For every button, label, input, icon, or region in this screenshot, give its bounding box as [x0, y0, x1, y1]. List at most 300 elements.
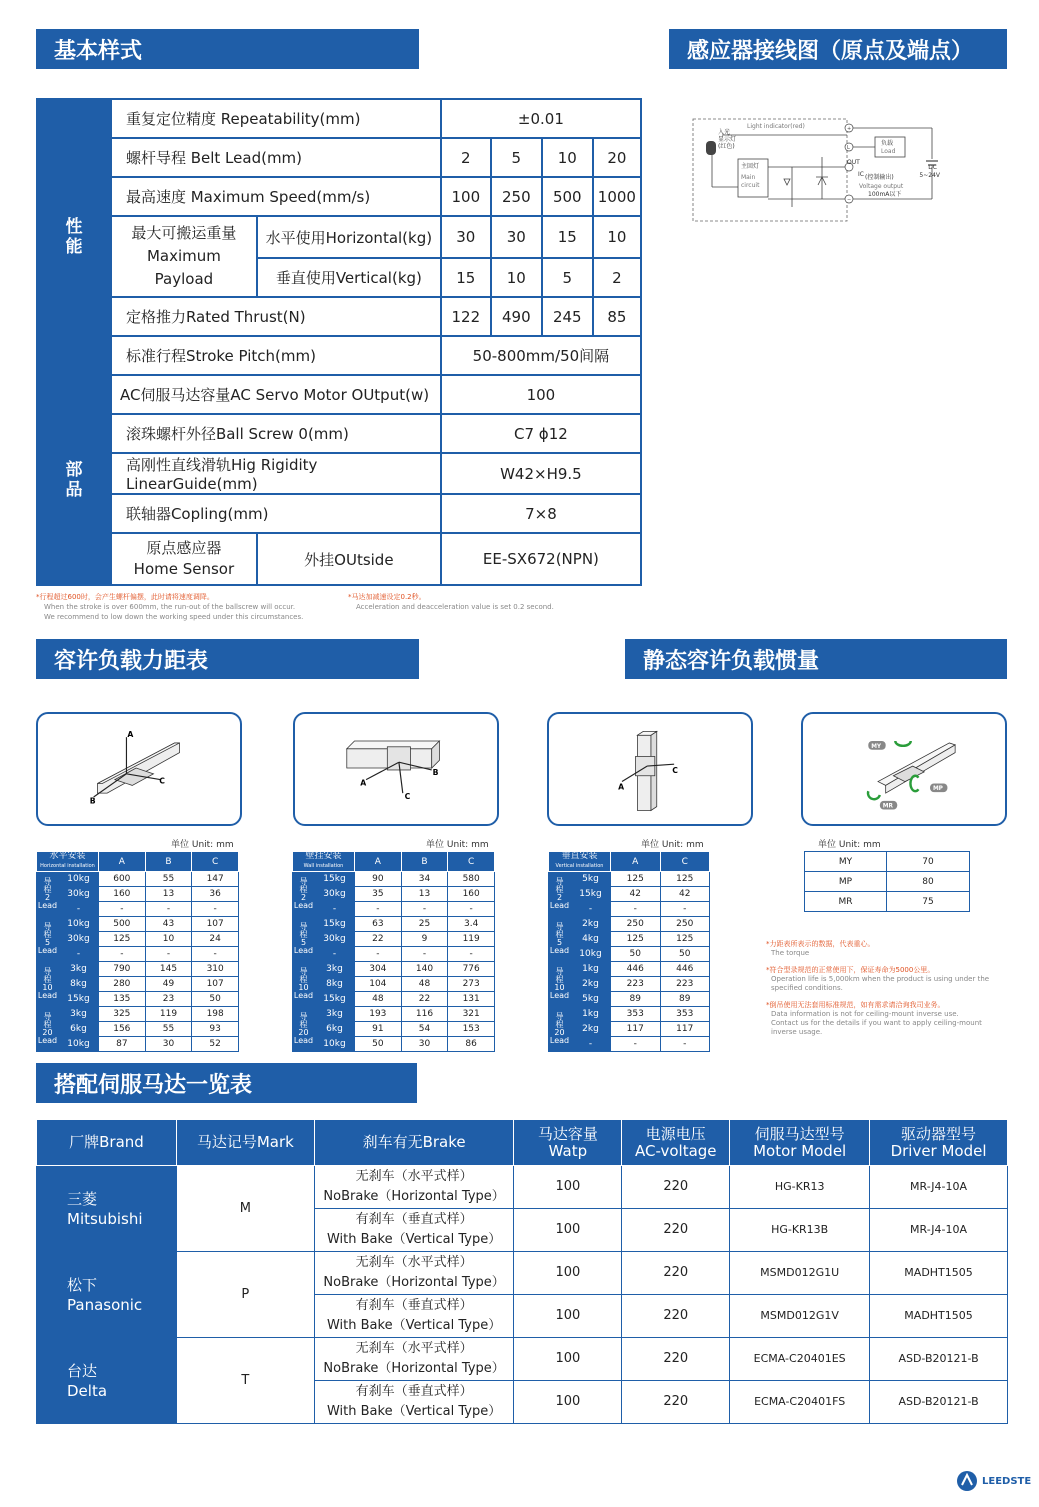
value-cell: 107 [192, 917, 239, 932]
lead-group: 导 程 2 Lead [549, 872, 571, 917]
lead-group: 导 程 10 Lead [549, 962, 571, 1007]
vertical-value: 5 [542, 258, 593, 297]
svg-text:circuit: circuit [741, 182, 760, 189]
value-cell: 310 [192, 962, 239, 977]
motor-output-label: AC伺服马达容量AC Servo Motor OUtput(w) [111, 375, 441, 414]
stroke-note-en2: We recommend to low down the working speed under this circumstances. [44, 613, 304, 621]
value-cell: - [401, 902, 448, 917]
value-cell: - [145, 902, 192, 917]
lead-group: 导 程 10 Lead [37, 962, 59, 1007]
table-row [293, 932, 495, 947]
value-cell: 600 [99, 872, 146, 887]
stroke-note-en1: When the stroke is over 600mm, the run-out of the ballscrew will occur. [44, 603, 296, 611]
accel-note [348, 592, 628, 612]
home-sensor-value: EE-SX672(NPN) [441, 533, 641, 585]
weight-cell: 10kg [59, 872, 99, 887]
weight-cell: 10kg [59, 917, 99, 932]
install-title [37, 852, 99, 872]
table-row [37, 977, 239, 992]
weight-cell: 8kg [315, 977, 355, 992]
value-cell: 117 [660, 1022, 710, 1037]
svg-text:(红色): (红色) [718, 143, 735, 150]
stroke-label: 标准行程Stroke Pitch(mm) [111, 336, 441, 375]
table-row [293, 872, 495, 887]
svg-text:C: C [672, 765, 678, 775]
lead-value: 2 [441, 138, 491, 177]
value-cell: 22 [401, 992, 448, 1007]
weight-cell: 5kg [571, 872, 611, 887]
table-row [549, 1037, 710, 1052]
remark-ceiling-en3: inverse usage. [771, 1028, 823, 1036]
repeatability-value: ±0.01 [441, 99, 641, 138]
value-cell: - [145, 947, 192, 962]
svg-text:MY: MY [871, 743, 882, 750]
value-cell: 153 [448, 1022, 495, 1037]
vertical-install-diagram [547, 712, 753, 826]
weight-cell: - [315, 902, 355, 917]
category-parts: 部 品 [37, 375, 111, 585]
table-row [37, 992, 239, 1007]
value-cell: 36 [192, 887, 239, 902]
svg-text:DC: DC [928, 164, 937, 171]
value-cell: 580 [448, 872, 495, 887]
watt-cell: 100 [514, 1295, 622, 1338]
driver-model-cell: ASD-B20121-B [870, 1338, 1008, 1381]
value-cell: 104 [355, 977, 402, 992]
watt-cell: 100 [514, 1338, 622, 1381]
value-cell: 52 [192, 1037, 239, 1052]
weight-cell: 3kg [59, 1007, 99, 1022]
weight-cell: 30kg [59, 932, 99, 947]
lead-group: 导 程 5 Lead [549, 917, 571, 962]
lead-value: 5 [491, 138, 542, 177]
svg-text:L: L [847, 145, 850, 151]
static-moment-table [804, 851, 970, 912]
voltage-cell: 220 [622, 1166, 730, 1209]
vertical-moment-table [548, 851, 710, 1052]
weight-cell: 6kg [315, 1022, 355, 1037]
brand-cell: 三菱 Mitsubishi [37, 1166, 177, 1252]
motor-column-header: 电源电压 AC-voltage [622, 1120, 730, 1166]
weight-cell: 5kg [571, 992, 611, 1007]
value-cell: 446 [660, 962, 710, 977]
voltage-cell: 220 [622, 1252, 730, 1295]
value-cell: - [611, 1037, 661, 1052]
accel-note-cn: *马达加减速设定0.2秒。 [348, 593, 426, 601]
watt-cell: 100 [514, 1166, 622, 1209]
column-header: A [355, 852, 402, 872]
coupling-label: 联轴器Copling(mm) [111, 494, 441, 533]
value-cell: 119 [448, 932, 495, 947]
value-cell: 160 [99, 887, 146, 902]
weight-cell: 15kg [315, 992, 355, 1007]
value-cell: 223 [660, 977, 710, 992]
unit-label: 单位 Unit: mm [818, 840, 881, 850]
weight-cell: 15kg [315, 872, 355, 887]
motor-column-header: 厂牌Brand [37, 1120, 177, 1166]
brake-cell: 有刹车（垂直式样） With Bake（Vertical Type） [314, 1295, 514, 1338]
lead-group: 导 程 5 Lead [293, 917, 315, 962]
stroke-value: 50-800mm/50间隔 [441, 336, 641, 375]
value-cell: 48 [401, 977, 448, 992]
svg-text:B: B [89, 796, 96, 806]
horizontal-value: 30 [441, 216, 491, 258]
driver-model-cell: MR-J4-10A [870, 1166, 1008, 1209]
weight-cell: 15kg [315, 917, 355, 932]
table-row [293, 947, 495, 962]
home-sensor-type: 外挂OUtside [257, 533, 441, 585]
repeatability-label: 重复定位精度 Repeatability(mm) [111, 99, 441, 138]
stroke-note [36, 592, 346, 622]
weight-cell: 30kg [59, 887, 99, 902]
motor-model-cell: MSMD012G1U [730, 1252, 870, 1295]
value-cell: 42 [660, 887, 710, 902]
value-cell: 776 [448, 962, 495, 977]
value-cell: 119 [145, 1007, 192, 1022]
remark-life-en2: specified conditions. [771, 984, 843, 992]
weight-cell: 30kg [315, 887, 355, 902]
wall-moment-table [292, 851, 495, 1052]
svg-text:−: − [847, 197, 852, 203]
remark-torque-en: The torque [771, 949, 810, 957]
weight-cell: 15kg [59, 992, 99, 1007]
moment-name: MR [805, 892, 887, 912]
moment-name: MP [805, 872, 887, 892]
value-cell: 54 [401, 1022, 448, 1037]
svg-text:A: A [618, 782, 625, 792]
motor-model-cell: ECMA-C20401FS [730, 1381, 870, 1424]
column-header: A [99, 852, 146, 872]
voltage-cell: 220 [622, 1338, 730, 1381]
brake-cell: 无刹车（水平式样） NoBrake（Horizontal Type） [314, 1252, 514, 1295]
sensor-wiring-header: 感应器接线图（原点及端点） [669, 29, 1007, 69]
remark-life-cn: *符合型录规范的正常使用下，保证寿命为5000公里。 [766, 966, 935, 974]
category-performance: 性 能 [37, 99, 111, 375]
svg-text:C: C [404, 791, 411, 801]
value-cell: 30 [401, 1037, 448, 1052]
table-row [293, 902, 495, 917]
table-row [293, 887, 495, 902]
horizontal-install-diagram [36, 712, 242, 826]
weight-cell: 3kg [59, 962, 99, 977]
table-row [549, 872, 710, 887]
watt-cell: 100 [514, 1209, 622, 1252]
basic-spec-table [36, 98, 642, 586]
value-cell: 131 [448, 992, 495, 1007]
stroke-note-cn: *行程超过600时，会产生螺杆偏摆，此时请将速度调降。 [36, 593, 214, 601]
value-cell: - [192, 902, 239, 917]
value-cell: 250 [660, 917, 710, 932]
value-cell: 273 [448, 977, 495, 992]
value-cell: 10 [145, 932, 192, 947]
table-row [37, 1022, 239, 1037]
lead-group: 导 程 5 Lead [37, 917, 59, 962]
thrust-label: 定格推力Rated Thrust(N) [111, 297, 441, 336]
accel-note-en: Acceleration and deacceleration value is set 0.2 second. [356, 603, 554, 611]
light-indicator-label: Light indicator(red) [747, 123, 805, 130]
value-cell: 250 [611, 917, 661, 932]
table-row [37, 1037, 239, 1052]
moment-value: 70 [887, 852, 970, 872]
value-cell: 193 [355, 1007, 402, 1022]
install-title [293, 852, 355, 872]
linear-guide-label: 高刚性直线滑轨Hig Rigidity LinearGuide(mm) [111, 453, 441, 494]
lead-group: 导 程 10 Lead [293, 962, 315, 1007]
value-cell: 280 [99, 977, 146, 992]
static-inertia-header: 静态容许负载惯量 [625, 639, 1007, 679]
allowable-moment-header: 容许负载力距表 [36, 639, 419, 679]
weight-cell: - [59, 947, 99, 962]
basic-spec-header: 基本样式 [36, 29, 419, 69]
motor-model-cell: HG-KR13 [730, 1166, 870, 1209]
value-cell: 23 [145, 992, 192, 1007]
svg-text:主回灯: 主回灯 [741, 163, 760, 170]
motor-model-cell: HG-KR13B [730, 1209, 870, 1252]
value-cell: 160 [448, 887, 495, 902]
vertical-value: 2 [593, 258, 641, 297]
wall-install-diagram [293, 712, 499, 826]
motor-model-cell: ECMA-C20401ES [730, 1338, 870, 1381]
column-header: A [611, 852, 661, 872]
motor-column-header: 马达容量 Watp [514, 1120, 622, 1166]
speed-label: 最高速度 Maximum Speed(mm/s) [111, 177, 441, 216]
weight-cell: 3kg [315, 1007, 355, 1022]
table-row [37, 872, 239, 887]
weight-cell: 10kg [59, 1037, 99, 1052]
leedste-logo [956, 1468, 1031, 1494]
moment-diagram [801, 712, 1007, 826]
svg-text:MR: MR [882, 803, 893, 810]
brake-cell: 无刹车（水平式样） NoBrake（Horizontal Type） [314, 1338, 514, 1381]
svg-text:显示灯: 显示灯 [718, 136, 737, 143]
table-row [549, 917, 710, 932]
value-cell: 50 [611, 947, 661, 962]
weight-cell: 2kg [571, 1022, 611, 1037]
weight-cell: 15kg [571, 887, 611, 902]
value-cell: 125 [99, 932, 146, 947]
table-row [293, 962, 495, 977]
weight-cell: 10kg [315, 1037, 355, 1052]
vertical-value: 15 [441, 258, 491, 297]
svg-text:入光: 入光 [718, 129, 731, 136]
remark-life-en1: Operation life is 5,000km when the product is using under the [771, 975, 990, 983]
install-title-cn: 壁挂安装 [305, 851, 342, 861]
value-cell: 63 [355, 917, 402, 932]
lead-label: 螺杆导程 Belt Lead(mm) [111, 138, 441, 177]
column-header: C [192, 852, 239, 872]
motor-output-value: 100 [441, 375, 641, 414]
value-cell: 125 [611, 932, 661, 947]
value-cell: 446 [611, 962, 661, 977]
table-row [549, 887, 710, 902]
weight-cell: 6kg [59, 1022, 99, 1037]
thrust-value: 85 [593, 297, 641, 336]
svg-text:Load: Load [881, 148, 896, 155]
value-cell: 325 [99, 1007, 146, 1022]
value-cell: - [611, 902, 661, 917]
table-row [549, 992, 710, 1007]
payload-label: 最大可搬运重量 Maximum Payload [111, 216, 257, 297]
weight-cell: 30kg [315, 932, 355, 947]
svg-text:B: B [432, 767, 439, 777]
motor-list-header: 搭配伺服马达一览表 [36, 1063, 417, 1103]
install-title-cn: 垂直安装 [561, 851, 598, 861]
value-cell: 42 [611, 887, 661, 902]
table-row [549, 1022, 710, 1037]
value-cell: 93 [192, 1022, 239, 1037]
svg-text:负载: 负载 [881, 140, 894, 147]
value-cell: 89 [660, 992, 710, 1007]
lead-group: 导 程 2 Lead [37, 872, 59, 917]
table-row [549, 977, 710, 992]
value-cell: 198 [192, 1007, 239, 1022]
value-cell: 90 [355, 872, 402, 887]
table-row [549, 932, 710, 947]
horizontal-value: 30 [491, 216, 542, 258]
value-cell: 55 [145, 1022, 192, 1037]
led-icon [706, 141, 716, 155]
svg-text:A: A [360, 778, 367, 788]
remark-torque-cn: *力距表所表示的数据，代表重心。 [766, 940, 875, 948]
svg-text:5~24V: 5~24V [919, 172, 940, 179]
motor-column-header: 驱动器型号 Driver Model [870, 1120, 1008, 1166]
table-row [37, 947, 239, 962]
lead-group: 导 程 20 Lead [549, 1007, 571, 1052]
value-cell: 89 [611, 992, 661, 1007]
column-header: B [401, 852, 448, 872]
horizontal-label: 水平使用Horizontal(kg) [257, 216, 441, 258]
unit-label: 单位 Unit: mm [171, 840, 234, 850]
out-label: OUT [847, 159, 860, 166]
weight-cell: 1kg [571, 1007, 611, 1022]
brand-cell: 松下 Panasonic [37, 1252, 177, 1338]
value-cell: 145 [145, 962, 192, 977]
horizontal-value: 15 [542, 216, 593, 258]
value-cell: 91 [355, 1022, 402, 1037]
home-sensor-label: 原点感应器 Home Sensor [111, 533, 257, 585]
table-row [37, 932, 239, 947]
value-cell: 13 [401, 887, 448, 902]
driver-model-cell: ASD-B20121-B [870, 1381, 1008, 1424]
coupling-value: 7×8 [441, 494, 641, 533]
table-row [37, 902, 239, 917]
logo-icon [956, 1470, 978, 1492]
table-row [37, 1252, 1008, 1295]
svg-text:+: + [847, 126, 852, 132]
value-cell: 500 [99, 917, 146, 932]
lead-group: 导 程 20 Lead [37, 1007, 59, 1052]
horizontal-value: 10 [593, 216, 641, 258]
value-cell: 24 [192, 932, 239, 947]
weight-cell: 2kg [571, 917, 611, 932]
motor-column-header: 马达记号Mark [176, 1120, 314, 1166]
ic-label: IC [858, 171, 864, 178]
table-row [293, 1022, 495, 1037]
weight-cell: - [571, 1037, 611, 1052]
value-cell: - [192, 947, 239, 962]
value-cell: 117 [611, 1022, 661, 1037]
value-cell: 125 [660, 932, 710, 947]
value-cell: 9 [401, 932, 448, 947]
value-cell: 25 [401, 917, 448, 932]
driver-model-cell: MADHT1505 [870, 1295, 1008, 1338]
watt-cell: 100 [514, 1252, 622, 1295]
table-row [37, 1166, 1008, 1209]
moment-value: 75 [887, 892, 970, 912]
value-cell: 50 [192, 992, 239, 1007]
value-cell: 50 [355, 1037, 402, 1052]
motor-column-header: 刹车有无Brake [314, 1120, 514, 1166]
value-cell: 125 [660, 872, 710, 887]
value-cell: 107 [192, 977, 239, 992]
svg-text:Voltage output: Voltage output [859, 183, 904, 190]
table-row [293, 992, 495, 1007]
value-cell: - [660, 1037, 710, 1052]
mark-cell: M [176, 1166, 314, 1252]
value-cell: 13 [145, 887, 192, 902]
vertical-label: 垂直使用Vertical(kg) [257, 258, 441, 297]
svg-text:(控制输出): (控制输出) [865, 174, 894, 181]
value-cell: 223 [611, 977, 661, 992]
unit-label: 单位 Unit: mm [641, 840, 704, 850]
install-title-en: Wall installation [303, 863, 344, 869]
column-header: B [145, 852, 192, 872]
voltage-cell: 220 [622, 1295, 730, 1338]
remark-ceiling-cn: *倒吊使用无法套用标准规范，如有需求请洽询我司业务。 [766, 1001, 945, 1009]
table-row [293, 1037, 495, 1052]
column-header: C [448, 852, 495, 872]
table-row [293, 917, 495, 932]
linear-guide-value: W42×H9.5 [441, 453, 641, 494]
svg-text:MP: MP [932, 786, 943, 793]
speed-value: 1000 [593, 177, 641, 216]
svg-text:C: C [159, 776, 165, 786]
weight-cell: 8kg [59, 977, 99, 992]
weight-cell: - [59, 902, 99, 917]
voltage-cell: 220 [622, 1209, 730, 1252]
value-cell: 49 [145, 977, 192, 992]
weight-cell: 2kg [571, 977, 611, 992]
thrust-value: 122 [441, 297, 491, 336]
value-cell: 353 [611, 1007, 661, 1022]
brake-cell: 无刹车（水平式样） NoBrake（Horizontal Type） [314, 1166, 514, 1209]
remark-ceiling-en1: Data information is not for ceiling-mount inverse use. [771, 1010, 959, 1018]
speed-value: 500 [542, 177, 593, 216]
weight-cell: 3kg [315, 962, 355, 977]
unit-label: 单位 Unit: mm [426, 840, 489, 850]
value-cell: 30 [145, 1037, 192, 1052]
value-cell: - [660, 902, 710, 917]
table-row [293, 1007, 495, 1022]
value-cell: 3.4 [448, 917, 495, 932]
mark-cell: T [176, 1338, 314, 1424]
install-title-cn: 水平安装 [49, 851, 86, 861]
value-cell: 135 [99, 992, 146, 1007]
value-cell: 353 [660, 1007, 710, 1022]
table-row [549, 902, 710, 917]
value-cell: - [355, 947, 402, 962]
thrust-value: 490 [491, 297, 542, 336]
value-cell: 156 [99, 1022, 146, 1037]
value-cell: - [99, 947, 146, 962]
speed-value: 250 [491, 177, 542, 216]
servo-motor-table [36, 1119, 1008, 1424]
value-cell: 304 [355, 962, 402, 977]
value-cell: - [448, 902, 495, 917]
vertical-value: 10 [491, 258, 542, 297]
driver-model-cell: MADHT1505 [870, 1252, 1008, 1295]
value-cell: - [448, 947, 495, 962]
